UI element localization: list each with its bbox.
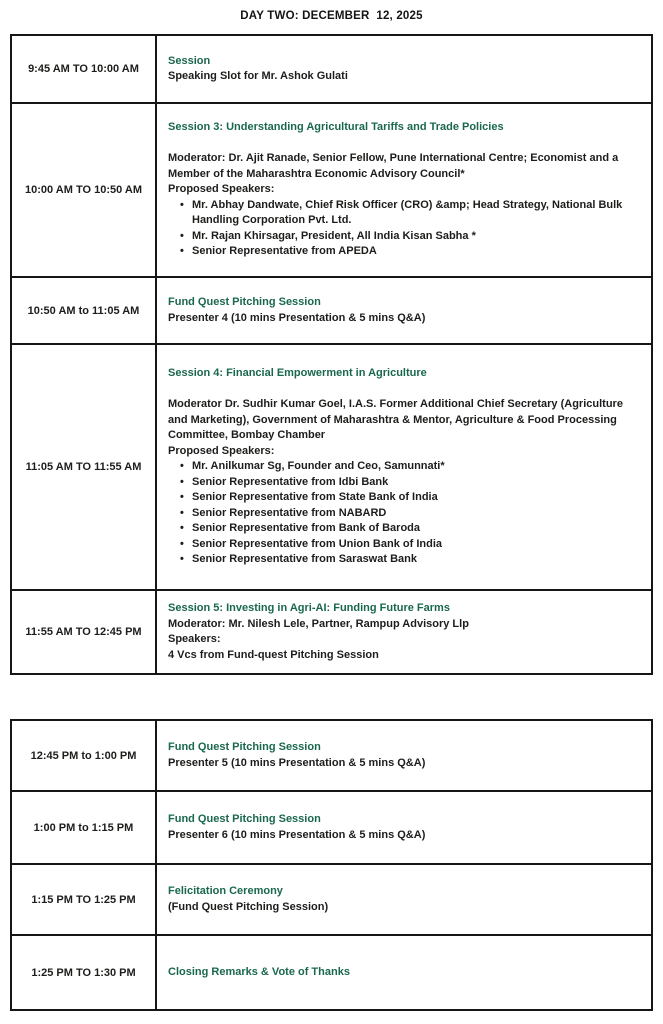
time-slot: 11:55 AM TO 12:45 PM (12, 591, 157, 673)
session-detail: (Fund Quest Pitching Session) (168, 900, 329, 913)
table-row (12, 792, 651, 865)
table-row (12, 278, 651, 345)
session-moderator: Moderator Dr. Sudhir Kumar Goel, I.A.S. Former Additional Chief Secretary (Agriculture and Marketing), Government of Maharashtra & Mentor, Agriculture & Food Processing Committee, Bombay Chamber (168, 398, 623, 442)
session-moderator: Moderator: Dr. Ajit Ranade, Senior Fellow, Pune International Centre; Economist and a Member of the Maharashtra Economic Advisory Council* (168, 152, 619, 180)
session-detail: Speaking Slot for Mr. Ashok Gulati (168, 70, 348, 82)
time-slot: 9:45 AM TO 10:00 AM (12, 36, 157, 102)
time-slot: 1:15 PM TO 1:25 PM (12, 865, 157, 934)
session-cell (157, 591, 651, 673)
session-detail: 4 Vcs from Fund-quest Pitching Session (168, 648, 379, 661)
speaker-bullet: • Mr. Anilkumar Sg, Founder and Ceo, Samunnati* (168, 459, 637, 475)
speaker-bullet: • Senior Representative from APEDA (168, 244, 637, 260)
time-slot: 10:50 AM to 11:05 AM (12, 278, 157, 343)
table-row (12, 721, 651, 792)
session-title: Felicitation Ceremony (168, 885, 283, 897)
session-cell (157, 104, 651, 276)
session-cell (157, 278, 651, 343)
schedule-table-afternoon (10, 719, 653, 1011)
session-moderator: Moderator: Mr. Nilesh Lele, Partner, Rampup Advisory Llp (168, 617, 469, 630)
session-title: Session (168, 54, 211, 67)
day-heading: DAY TWO: DECEMBER 12, 2025 (240, 10, 423, 22)
session-detail: Presenter 5 (10 mins Presentation & 5 mins Q&A) (168, 756, 426, 769)
speaker-bullet: • Senior Representative from Idbi Bank (168, 475, 637, 491)
session-title: Closing Remarks & Vote of Thanks (168, 965, 350, 978)
session-cell (157, 345, 651, 589)
proposed-speakers-label: Proposed Speakers: (168, 183, 275, 196)
session-title: Session 5: Investing in Agri-AI: Funding Future Farms (168, 602, 450, 614)
session-title: Fund Quest Pitching Session (168, 813, 321, 825)
session-detail: Presenter 6 (10 mins Presentation & 5 mins Q&A) (168, 828, 426, 841)
time-slot: 12:45 PM to 1:00 PM (12, 721, 157, 790)
session-cell (157, 792, 651, 863)
schedule-table-morning (10, 34, 653, 675)
session-title: Session 3: Understanding Agricultural Tariffs and Trade Policies (168, 121, 504, 134)
session-title: Fund Quest Pitching Session (168, 741, 321, 753)
speakers-label: Speakers: (168, 633, 221, 645)
speaker-bullet: • Senior Representative from NABARD (168, 506, 637, 522)
proposed-speakers-label: Proposed Speakers: (168, 444, 275, 457)
table-row (12, 104, 651, 278)
table-row (12, 591, 651, 673)
time-slot: 1:25 PM TO 1:30 PM (12, 936, 157, 1009)
table-row (12, 936, 651, 1009)
session-cell (157, 936, 651, 1009)
session-title: Fund Quest Pitching Session (168, 296, 321, 308)
time-slot: 10:00 AM TO 10:50 AM (12, 104, 157, 276)
table-row (12, 345, 651, 591)
speaker-bullet: • Senior Representative from Union Bank of India (168, 537, 637, 553)
speaker-bullet: • Senior Representative from State Bank of India (168, 490, 637, 506)
time-slot: 1:00 PM to 1:15 PM (12, 792, 157, 863)
table-row (12, 36, 651, 104)
session-title: Session 4: Financial Empowerment in Agriculture (168, 367, 427, 380)
time-slot: 11:05 AM TO 11:55 AM (12, 345, 157, 589)
session-detail: Presenter 4 (10 mins Presentation & 5 mins Q&A) (168, 311, 426, 324)
speaker-bullet: • Mr. Abhay Dandwate, Chief Risk Officer (CRO) &amp; Head Strategy, National Bulk Handling Corporation Pvt. Ltd. (168, 198, 637, 229)
session-cell (157, 865, 651, 934)
speaker-bullet: • Mr. Rajan Khirsagar, President, All India Kisan Sabha * (168, 229, 637, 245)
table-row (12, 865, 651, 936)
speaker-bullet: • Senior Representative from Saraswat Bank (168, 552, 637, 568)
session-cell (157, 36, 651, 102)
speaker-bullet: • Senior Representative from Bank of Baroda (168, 521, 637, 537)
session-cell (157, 721, 651, 790)
